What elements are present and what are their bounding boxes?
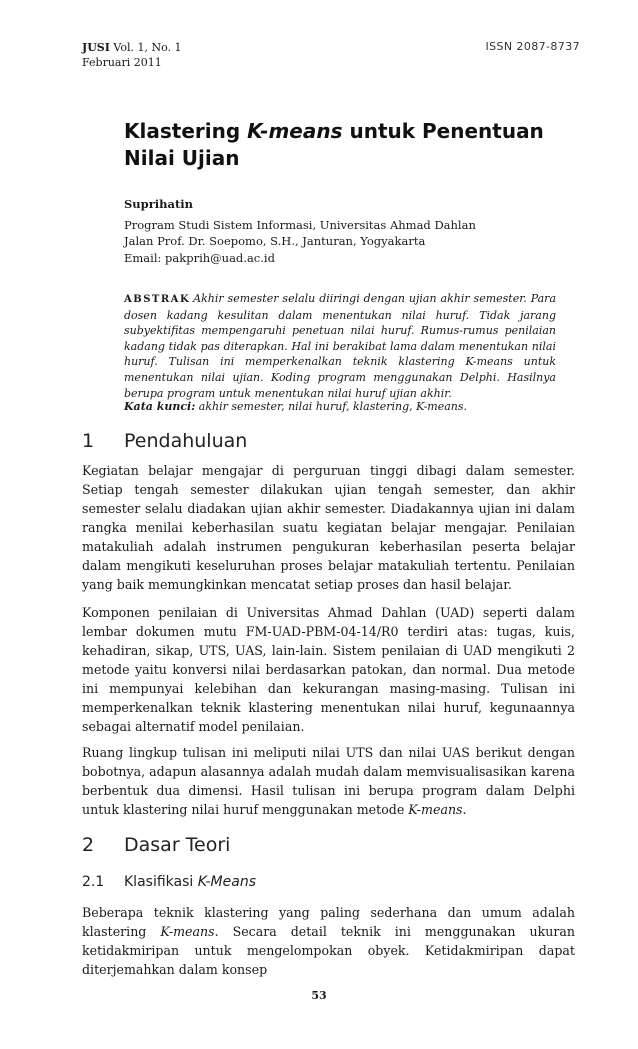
title-part1: Klastering (124, 119, 248, 143)
section-title: Pendahuluan (124, 430, 248, 452)
paragraph-4-italic: K-means (160, 924, 215, 939)
section-title: Dasar Teori (124, 834, 231, 856)
abstract-label: ABSTRAK (124, 294, 191, 305)
keywords (124, 400, 467, 413)
paragraph-4-end: . Secara detail teknik ini menggunakan ukuran ketidakmiripan untuk mengelompokan obyek. Ketidakmiripan dapat diterjemahkan dalam konsep (82, 924, 575, 977)
abstract (124, 291, 556, 401)
paragraph-3-end: . (462, 802, 467, 817)
section-heading-1 (82, 430, 247, 452)
author-email: Email: pakprih@uad.ac.id (124, 251, 275, 265)
keywords-text: akhir semester, nilai huruf, klastering, K-means. (198, 400, 468, 413)
author-name: Suprihatin (124, 197, 193, 211)
journal-volume: Vol. 1, No. 1 (113, 41, 182, 54)
paper-title (124, 118, 564, 172)
subsection-heading-2-1 (82, 874, 256, 890)
title-part2: untuk Penentuan Nilai Ujian (124, 119, 544, 170)
issn: ISSN 2087-8737 (485, 40, 580, 53)
title-italic: K-means (247, 119, 343, 143)
author-affiliation: Program Studi Sistem Informasi, Universitas Ahmad Dahlan (124, 218, 476, 232)
journal-name: JUSI (82, 41, 110, 54)
section-number: 1 (82, 430, 95, 452)
keywords-label: Kata kunci: (124, 400, 196, 413)
section-heading-2 (82, 834, 230, 856)
page-number: 53 (311, 989, 327, 1002)
author-affiliation-block (124, 217, 476, 249)
subsection-number: 2.1 (82, 874, 105, 890)
paragraph-3-text: Ruang lingkup tulisan ini meliputi nilai UTS dan nilai UAS berikut dengan bobotnya, adapun alasannya adalah mudah dalam memvisualisasikan karena berbentuk dua dimensi. Hasil tulisan ini berupa program dalam Delphi untuk klastering nilai huruf menggunakan metode (82, 745, 575, 817)
journal-date: Februari 2011 (82, 56, 162, 69)
abstract-text: Akhir semester selalu diiringi dengan ujian akhir semester. Para dosen kadang kesulitan dalam menentukan nilai huruf. Tidak jarang subyektifitas mempengaruhi penetuan nilai huruf. Rumus-rumus penilaian kadang tidak pas diterapkan. Hal ini berakibat lama dalam menentukan nilai huruf. Tulisan ini memperkenalkan teknik klastering K-means untuk menentukan nilai ujian. Koding program menggunakan Delphi. Hasilnya berupa program untuk menentukan nilai huruf ujian akhir. (124, 292, 556, 400)
paragraph-3-italic: K-means (408, 802, 463, 817)
paragraph-3 (82, 743, 575, 819)
journal-header (82, 40, 182, 70)
paragraph-1: Kegiatan belajar mengajar di perguruan tinggi dibagi dalam semester. Setiap tengah semester dilakukan ujian tengah semester, dan akhir semester selalu diadakan ujian akhir semester. Diadakannya ujian ini dalam rangka menilai keberhasilan suatu kegiatan belajar mengajar. Penilaian matakuliah adalah instrumen pengukuran keberhasilan peserta belajar dalam mengikuti keseluruhan proses belajar matakuliah tertentu. Penilaian yang baik memungkinkan mencatat setiap proses dan hasil belajar. (82, 463, 575, 592)
section-number: 2 (82, 834, 95, 856)
paragraph-4-text: Beberapa teknik klastering yang paling sederhana dan umum adalah klastering (82, 905, 575, 939)
subsection-title-italic: K-Means (197, 874, 256, 890)
subsection-title: Klasifikasi (124, 874, 198, 890)
paragraph-4 (82, 903, 575, 979)
author-address: Jalan Prof. Dr. Soepomo, S.H., Janturan, Yogyakarta (124, 234, 426, 248)
paragraph-2: Komponen penilaian di Universitas Ahmad Dahlan (UAD) seperti dalam lembar dokumen mutu FM-UAD-PBM-04-14/R0 terdiri atas: tugas, kuis, kehadiran, sikap, UTS, UAS, lain-lain. Sistem penilaian di UAD mengikuti 2 metode yaitu konversi nilai berdasarkan patokan, dan normal. Dua metode ini mempunyai kelebihan dan kekurangan masing-masing. Tulisan ini memperkenalkan teknik klastering menentukan nilai huruf, kegunaannya sebagai alternatif model penilaian. (82, 605, 575, 734)
